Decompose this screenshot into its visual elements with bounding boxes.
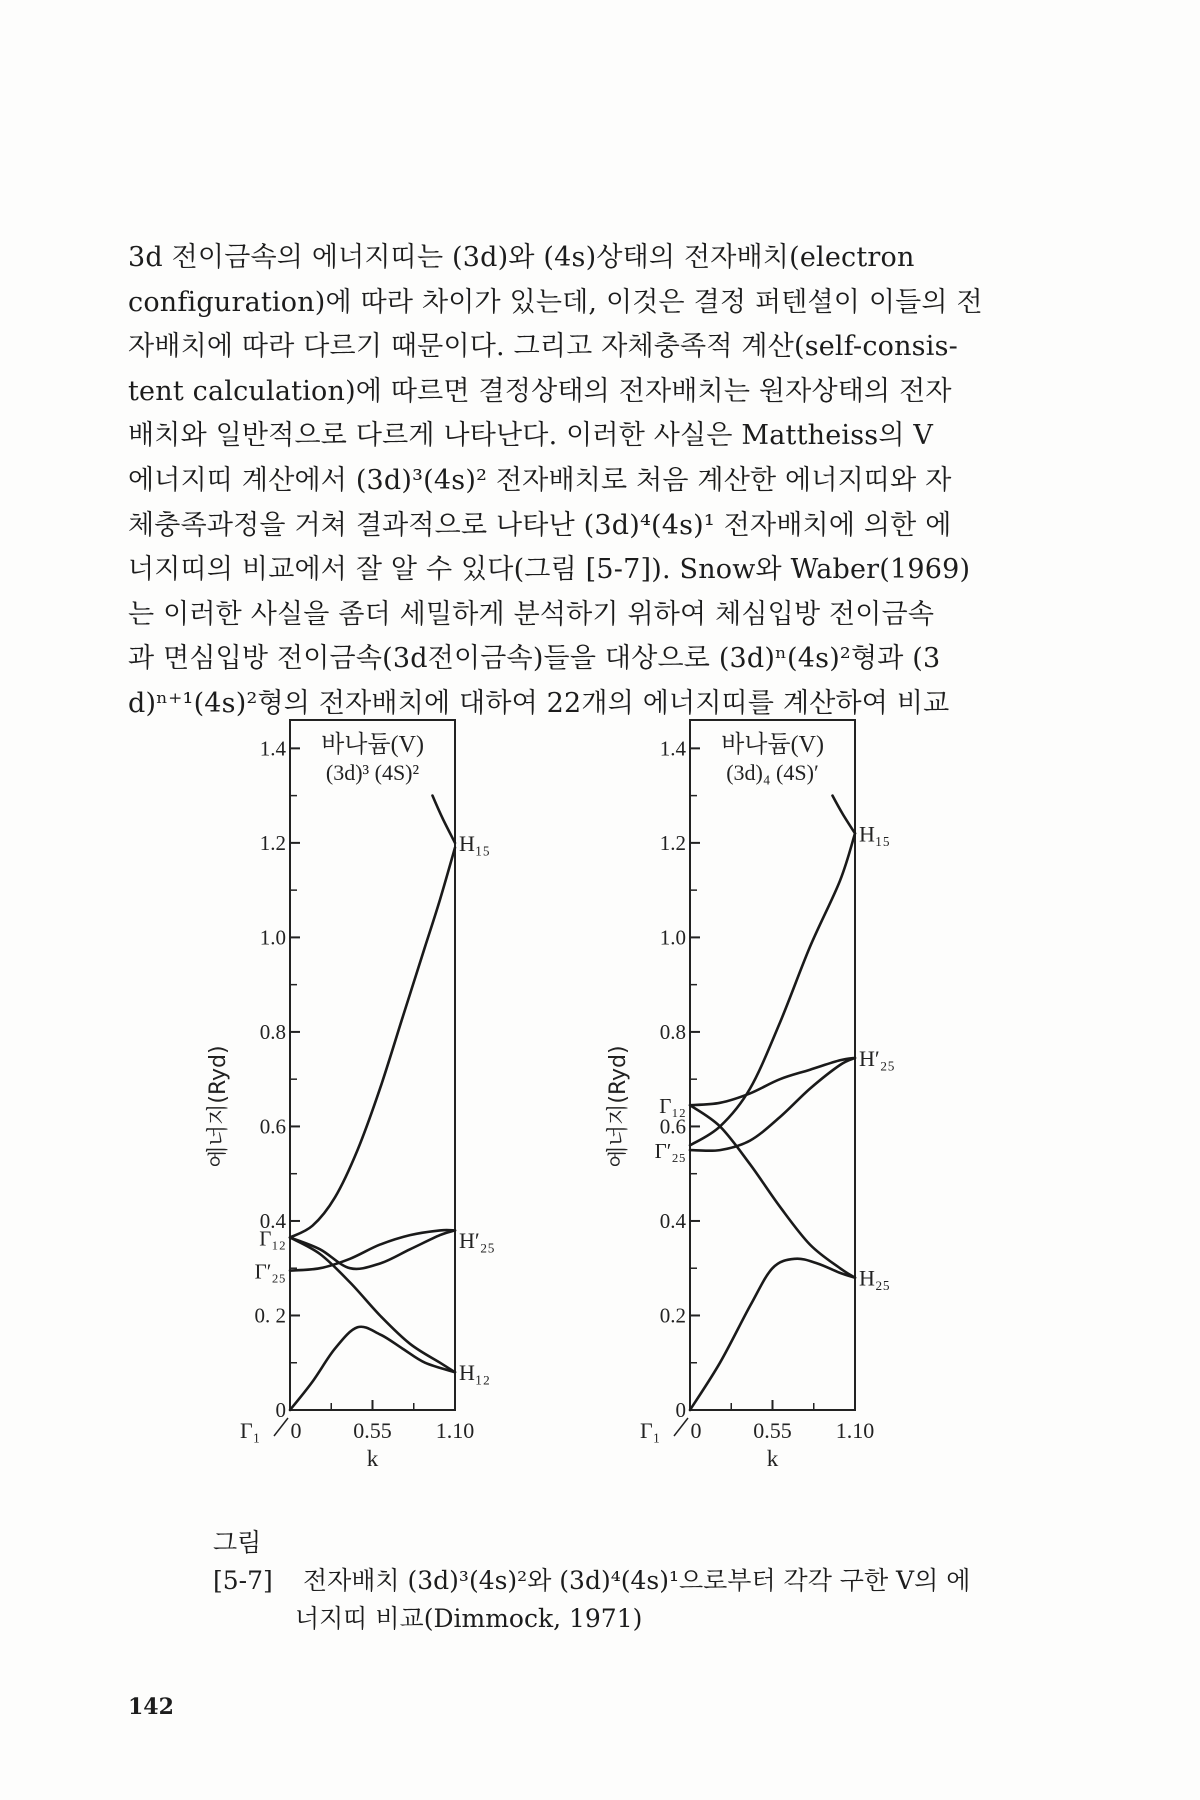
body-line: 3d 전이금속의 에너지띠는 (3d)와 (4s)상태의 전자배치(electron [128,242,915,273]
y-tick-label: 1.4 [659,736,686,761]
band-curve [690,1058,855,1105]
right-state-label: H′₂₅ [459,1227,496,1253]
y-tick-label: 0. 2 [254,1303,286,1328]
y-tick-label: 0.4 [659,1208,686,1233]
origin-label: Γ₁ [240,1418,261,1443]
x-tick-label: 1.10 [435,1418,475,1443]
band-chart-svg-right [605,720,925,1500]
x-tick-label: 0.55 [353,1418,392,1443]
left-state-label: Γ₁₂ [259,1226,286,1251]
body-paragraph [128,236,1008,727]
chart-subtitle: (3d)₄ (4S)′ [726,760,819,785]
body-line: 배치와 일반적으로 다르게 나타난다. 이러한 사실은 Mattheiss의 V [128,420,934,452]
page-number: 142 [128,1694,174,1720]
caption-label: 그림 [5-7] [213,1528,273,1595]
x-tick-label: 0.55 [753,1418,792,1443]
body-line: 는 이러한 사실을 좀더 세밀하게 분석하기 위하여 체심입방 전이금속 [128,598,935,630]
body-line: 에너지띠 계산에서 (3d)³(4s)² 전자배치로 처음 계산한 에너지띠와 자 [128,464,952,496]
body-line: 과 면심입방 전이금속(3d전이금속)들을 대상으로 (3d)ⁿ(4s)²형과 (3 [128,643,941,675]
band-curve [690,833,855,1145]
y-tick-label: 1.4 [259,736,286,761]
caption-line-2: 너지띠 비교(Dimmock, 1971) [295,1604,643,1633]
left-state-label: Γ₁₂ [659,1094,686,1119]
y-tick-label: 0.8 [259,1019,286,1044]
band-curve [433,796,456,843]
left-state-label: Γ′₂₅ [254,1259,286,1284]
band-curve [690,1259,855,1410]
x-axis-label: k [366,1446,379,1471]
right-state-label: H₁₅ [859,821,891,847]
y-tick-label: 0.2 [659,1303,686,1328]
x-tick-label: 0 [290,1418,302,1443]
x-tick-label: 1.10 [835,1418,875,1443]
body-line: tent calculation)에 따르면 결정상태의 전자배치는 원자상태의 전자 [128,375,952,407]
band-curve [290,1238,455,1373]
y-tick-label: 0.6 [659,1114,686,1139]
y-tick-label: 0.4 [259,1208,286,1233]
band-chart-left [205,720,525,1500]
y-tick-label: 1.2 [259,830,286,855]
band-curve [290,1327,455,1410]
y-tick-label: 0 [275,1398,286,1422]
plot-frame [690,720,855,1410]
y-tick-label: 0 [675,1398,686,1422]
y-axis-label: 에너지(Ryd) [606,1045,631,1168]
y-axis-label: 에너지(Ryd) [206,1045,231,1168]
origin-label: Γ₁ [640,1418,661,1443]
right-state-label: H₂₅ [859,1265,891,1291]
body-line: 자배치에 따라 다르기 때문이다. 그리고 자체충족적 계산(self-consis- [128,331,958,363]
chart-title: 바나듐(V) [321,732,424,758]
band-chart-right [605,720,925,1500]
band-chart-svg-left [205,720,525,1500]
y-tick-label: 1.2 [659,830,686,855]
body-line: 체충족과정을 거쳐 결과적으로 나타난 (3d)⁴(4s)¹ 전자배치에 의한 에 [128,509,952,541]
right-state-label: H₁₂ [459,1360,491,1386]
band-curve [290,848,455,1238]
band-curve [833,796,856,834]
right-state-label: H₁₅ [459,830,491,856]
y-tick-label: 0.6 [259,1114,286,1139]
chart-title: 바나듐(V) [721,732,824,758]
left-state-label: Γ′₂₅ [654,1139,686,1164]
y-tick-label: 1.0 [659,925,686,950]
y-tick-label: 1.0 [259,925,286,950]
right-state-label: H′₂₅ [859,1045,896,1071]
body-line: d)ⁿ⁺¹(4s)²형의 전자배치에 대하여 22개의 에너지띠를 계산하여 비교 [128,687,950,719]
chart-subtitle: (3d)³ (4S)² [325,760,420,785]
body-line: configuration)에 따라 차이가 있는데, 이것은 결정 퍼텐셜이 이들의 전 [128,286,983,318]
body-line: 너지띠의 비교에서 잘 알 수 있다(그림 [5-7]). Snow와 Waber(1969) [128,554,971,586]
x-tick-label: 0 [690,1418,702,1443]
figure-caption [213,1524,1033,1638]
caption-line-1: 전자배치 (3d)³(4s)²와 (3d)⁴(4s)¹으로부터 각각 구한 V의 에 [302,1566,971,1595]
x-axis-label: k [766,1446,779,1471]
y-tick-label: 0.8 [659,1019,686,1044]
